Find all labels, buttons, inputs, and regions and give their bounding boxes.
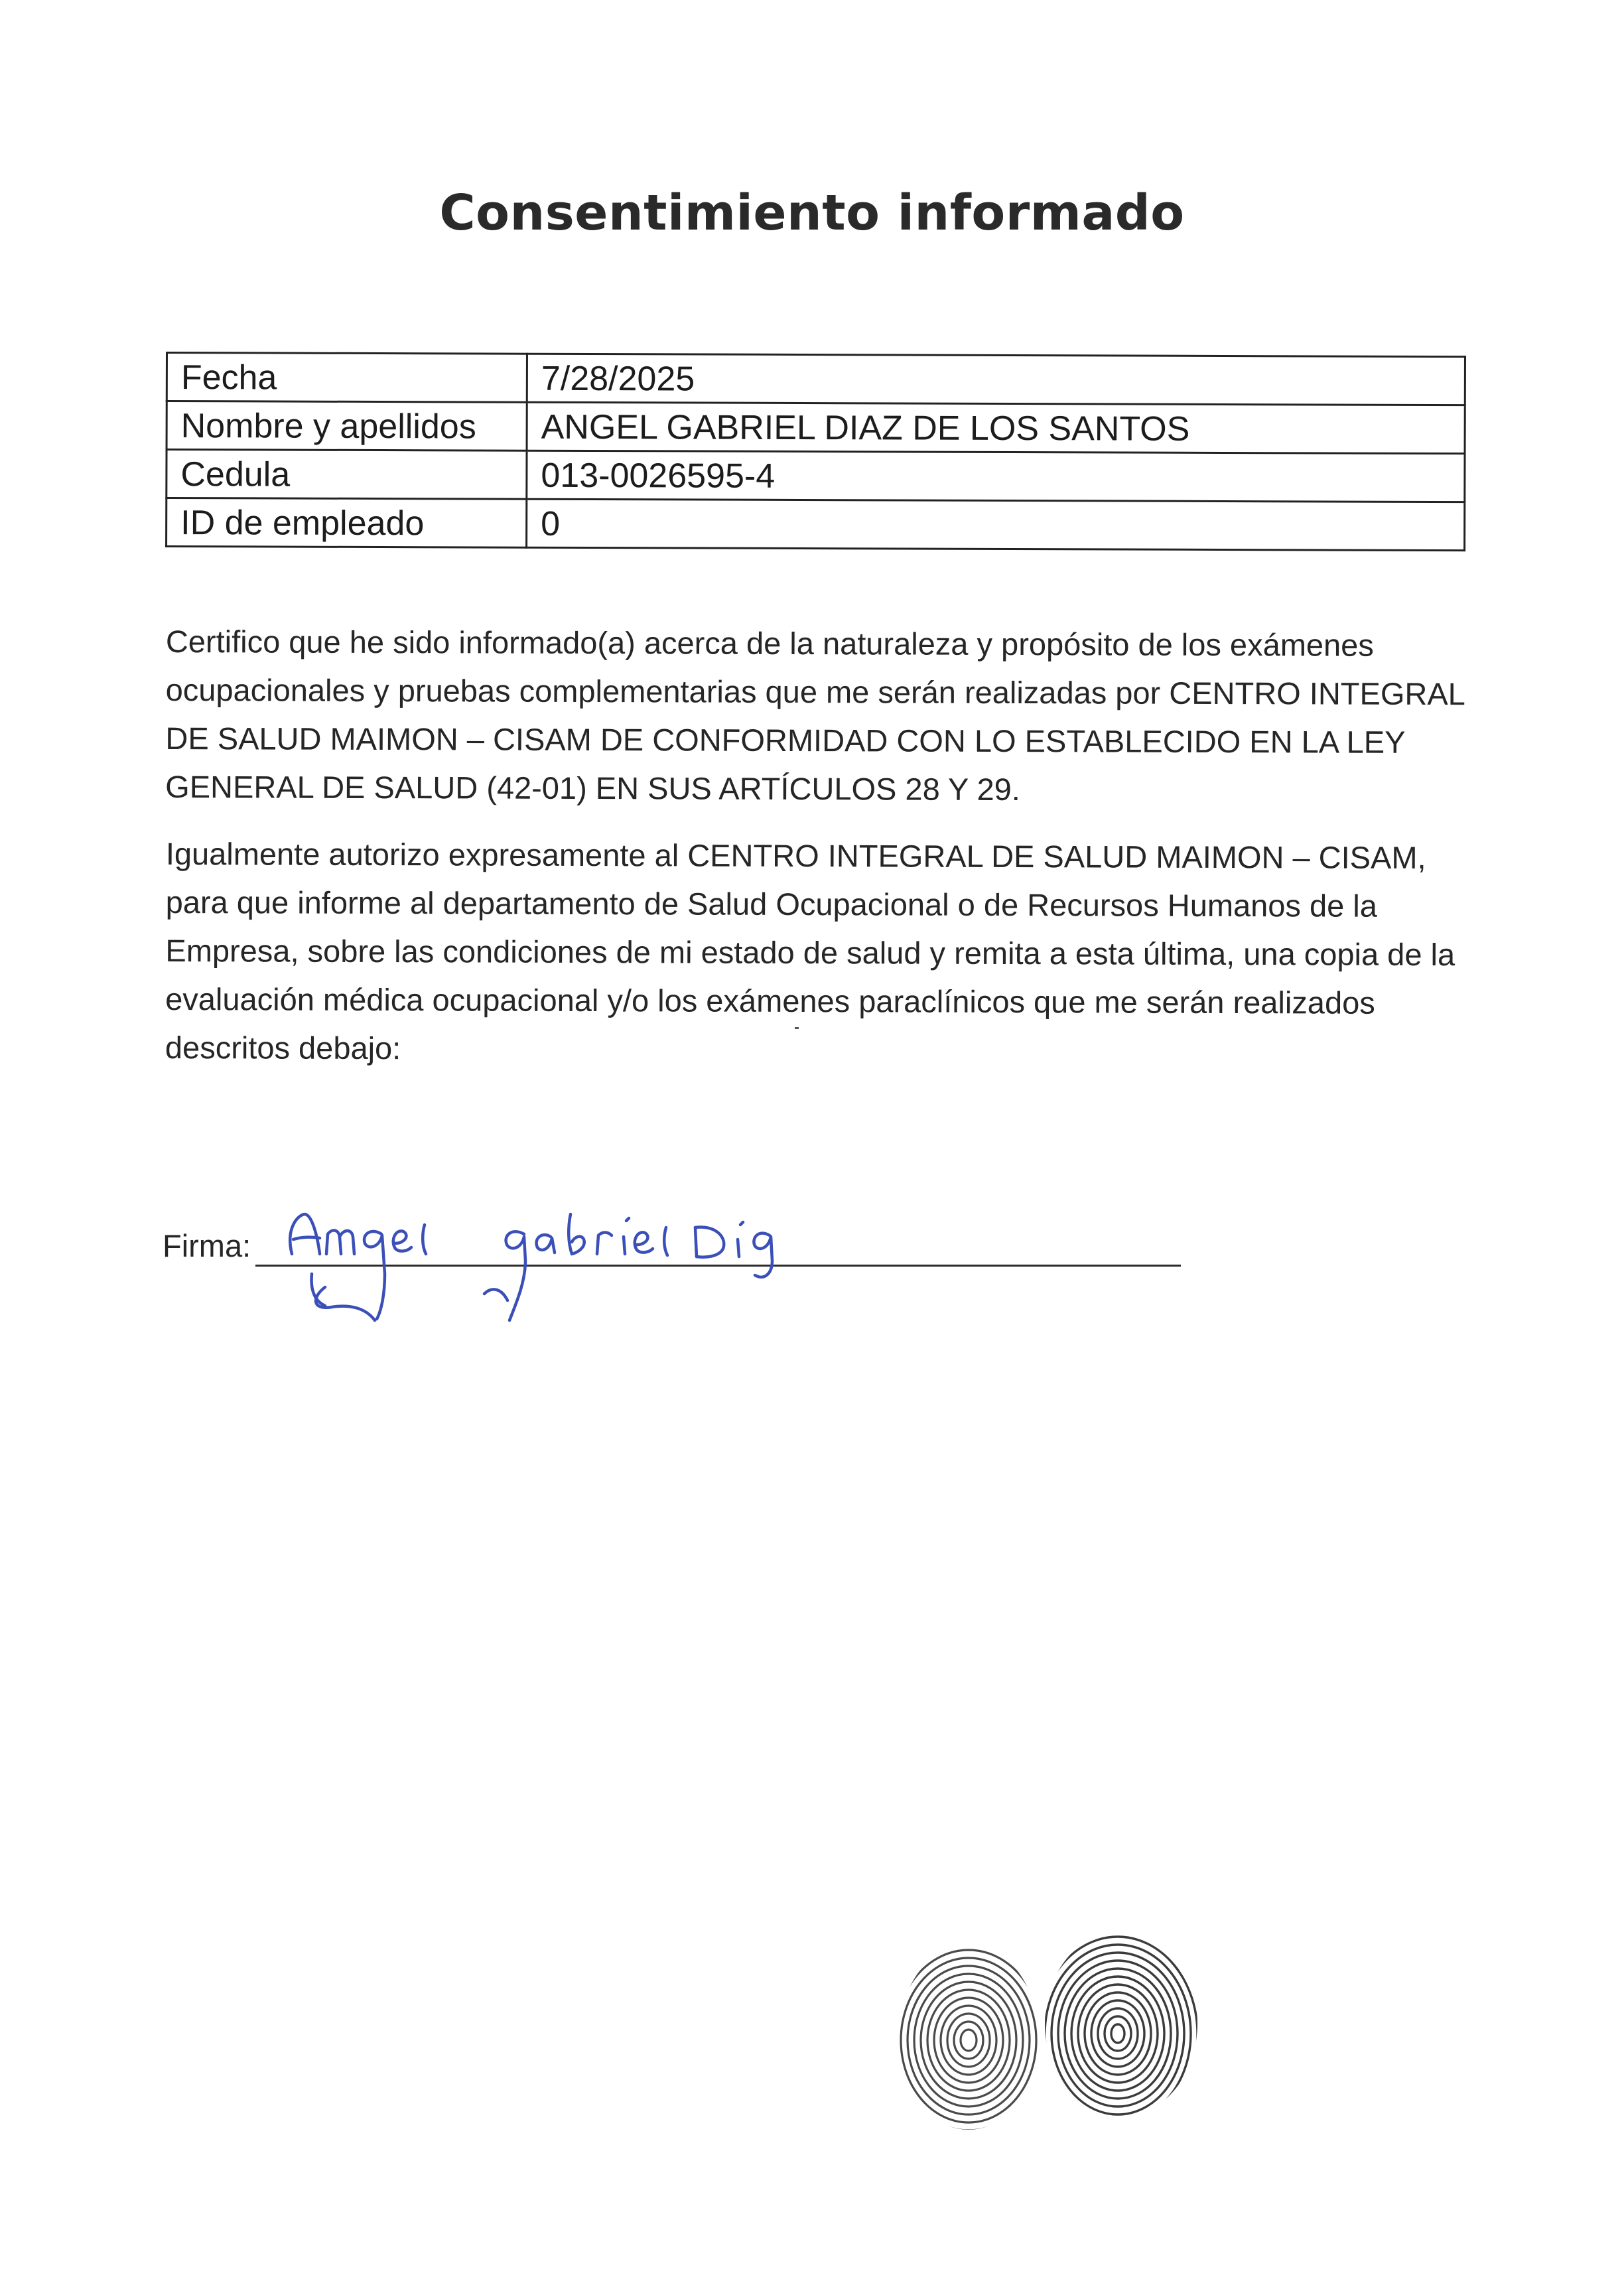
table-row [167, 450, 1465, 502]
row-value-id-empleado: 0 [527, 499, 1465, 550]
row-value-nombre: ANGEL GABRIEL DIAZ DE LOS SANTOS [527, 402, 1465, 453]
scan-speck [795, 1027, 799, 1029]
handwritten-signature [265, 1188, 862, 1340]
row-label-id-empleado: ID de empleado [167, 498, 527, 548]
row-label-nombre: Nombre y apellidos [167, 401, 527, 451]
document-title: Consentimiento informado [439, 184, 1185, 242]
table-row [167, 353, 1465, 405]
table-row [167, 401, 1465, 454]
row-label-cedula: Cedula [167, 450, 527, 500]
row-label-fecha: Fecha [167, 353, 527, 403]
info-table [165, 352, 1466, 551]
row-value-fecha: 7/28/2025 [527, 354, 1465, 405]
consent-paragraph-2: Igualmente autorizo expresamente al CENTRO INTEGRAL DE SALUD MAIMON – CISAM, para que informe al departamento de Salud Ocupacional o de Recursos Humanos de la Empresa, sobre las condiciones de mi estado de salud y remita a esta última, una copia de la evaluación médica ocupacional y/o los exámenes paraclínicos que me serán realizados descritos debajo: [165, 836, 1455, 1066]
consent-paragraph-1: Certifico que he sido informado(a) acerca de la naturaleza y propósito de los exámenes ocupacionales y pruebas complementarias que me serán realizadas por CENTRO INTEGRAL DE SALUD MAIMON – CISAM DE CONFORMIDAD CON LO ESTABLECIDO EN LA LEY GENERAL DE SALUD (42-01) EN SUS ARTÍCULOS 28 Y 29. [165, 623, 1465, 807]
table-row [167, 498, 1465, 551]
row-value-cedula: 013-0026595-4 [527, 451, 1465, 502]
fingerprint-marks [889, 1924, 1234, 2150]
signature-label: Firma: [163, 1228, 251, 1263]
